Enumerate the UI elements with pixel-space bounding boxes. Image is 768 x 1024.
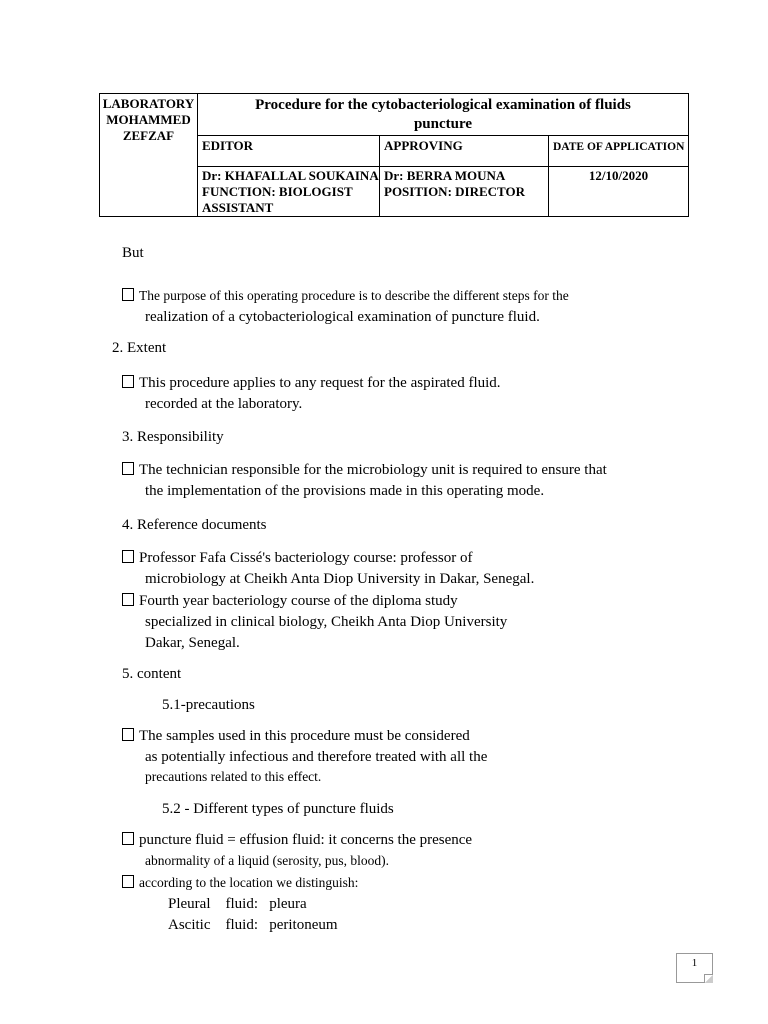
approver-position: POSITION: DIRECTOR [384,184,525,199]
checkbox-bullet-icon [122,288,134,301]
checkbox-bullet-icon [122,550,134,563]
responsibility-paragraph-line-2: the implementation of the provisions made in this operating mode. [145,483,545,499]
checkbox-bullet-icon [122,375,134,388]
fluid-types-paragraph-line-2: abnormality of a liquid (serosity, pus, blood). [145,853,389,868]
extent-paragraph-line-2: recorded at the laboratory. [145,396,303,412]
but-heading: But [122,245,144,261]
responsibility-paragraph-line-1: The technician responsible for the microbiology unit is required to ensure that [122,461,607,479]
purpose-paragraph-line-1: The purpose of this operating procedure is to describe the different steps for the [122,287,569,305]
approver-name: Dr: BERRA MOUNA [384,168,506,183]
precautions-paragraph-line-3: precautions related to this effect. [145,769,322,784]
purpose-paragraph-line-2: realization of a cytobacteriological examination of puncture fluid. [145,309,540,325]
checkbox-bullet-icon [122,728,134,741]
lab-name-line-2: MOHAMMED [106,112,191,127]
procedure-title-line-1: Procedure for the cytobacteriological examination of fluids [255,97,631,113]
procedure-title-cell [198,94,689,136]
approver-details-cell [380,167,549,217]
precautions-paragraph-line-2: as potentially infectious and therefore treated with all the [145,749,488,765]
laboratory-name-cell [100,94,198,217]
content-heading: 5. content [122,666,182,682]
responsibility-heading: 3. Responsibility [122,429,224,445]
extent-heading: 2. Extent [112,340,167,356]
document-header-table [99,93,689,217]
reference-2-line-1: Fourth year bacteriology course of the diploma study [122,592,458,610]
fluid-types-heading: 5.2 - Different types of puncture fluids [162,801,394,817]
procedure-title-line-2: puncture [413,116,473,132]
extent-paragraph-line-1: This procedure applies to any request for the aspirated fluid. [122,374,501,392]
reference-documents-heading: 4. Reference documents [122,517,267,533]
approving-label: APPROVING [380,136,549,167]
reference-2-line-3: Dakar, Senegal. [145,635,240,651]
date-of-application-label: DATE OF APPLICATION [549,136,689,167]
reference-1-line-2: microbiology at Cheikh Anta Diop University in Dakar, Senegal. [145,571,535,587]
editor-details-cell [198,167,380,217]
pleural-fluid-line: Pleural fluid: pleura [168,896,307,912]
precautions-paragraph-line-1: The samples used in this procedure must be considered [122,727,470,745]
lab-name-line-3: ZEFZAF [122,128,175,143]
editor-label: EDITOR [198,136,380,167]
page-number: 1 [676,953,713,983]
reference-2-line-2: specialized in clinical biology, Cheikh Anta Diop University [145,614,508,630]
reference-1-line-1: Professor Fafa Cissé's bacteriology course: professor of [122,549,472,567]
editor-name: Dr: KHAFALLAL SOUKAINA [202,168,379,183]
location-paragraph: according to the location we distinguish: [122,874,358,892]
editor-function-line-1: FUNCTION: BIOLOGIST [202,184,353,199]
ascitic-fluid-line: Ascitic fluid: peritoneum [168,917,338,933]
lab-name-line-1: LABORATORY [102,96,195,111]
checkbox-bullet-icon [122,462,134,475]
editor-function-line-2: ASSISTANT [202,200,274,215]
fluid-types-paragraph-line-1: puncture fluid = effusion fluid: it concerns the presence [122,831,472,849]
checkbox-bullet-icon [122,593,134,606]
precautions-heading: 5.1-precautions [162,697,255,713]
date-of-application-value: 12/10/2020 [549,167,689,217]
checkbox-bullet-icon [122,832,134,845]
checkbox-bullet-icon [122,875,134,888]
